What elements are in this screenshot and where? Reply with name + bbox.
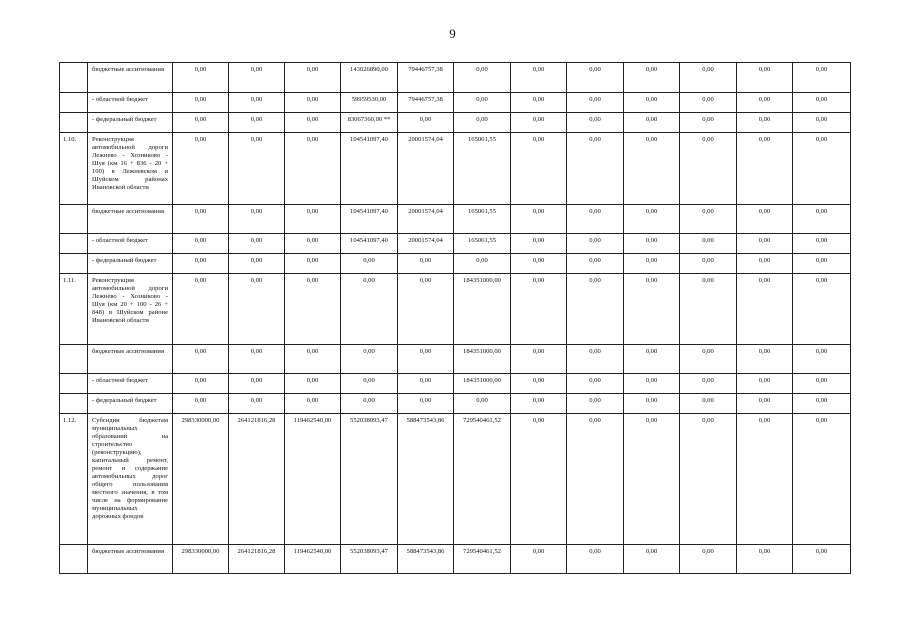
amount-cell: 0,00 (567, 113, 624, 133)
amount-cell: 0,00 (229, 133, 285, 205)
amount-cell: 0,00 (793, 93, 851, 113)
amount-cell: 0,00 (793, 205, 851, 234)
amount-cell: 0,00 (624, 234, 680, 254)
item-name-cell: Реконструкция автомобильной дороги Лежнево - Хозниково - Шуя (км 16 + 836 - 20 + 100) в Лежневском и Шуйском районах Ивановской области (88, 133, 173, 205)
amount-cell: 0,00 (454, 394, 511, 414)
amount-cell: 0,00 (285, 93, 341, 113)
amount-cell: 0,00 (285, 113, 341, 133)
amount-cell: 0,00 (567, 205, 624, 234)
row-number-cell: 1.11. (60, 274, 88, 345)
item-name-cell: Субсидии бюджетам муниципальных образований на строительство (реконструкцию), капитальный ремонт, ремонт и содержание автомобильных дорог общего пользования местного значения, в том числе на формирование муниципальных дорожных фондов (88, 414, 173, 545)
table-row (60, 374, 851, 394)
item-name-cell: бюджетные ассигнования (88, 345, 173, 374)
amount-cell: 729540461,52 (454, 414, 511, 545)
row-number-cell (60, 205, 88, 234)
table-row (60, 93, 851, 113)
table-row (60, 274, 851, 345)
amount-cell: 165061,55 (454, 205, 511, 234)
amount-cell: 0,00 (511, 394, 567, 414)
amount-cell: 0,00 (285, 345, 341, 374)
amount-cell: 0,00 (454, 93, 511, 113)
amount-cell: 0,00 (567, 274, 624, 345)
amount-cell: 0,00 (567, 545, 624, 574)
amount-cell: 0,00 (793, 254, 851, 274)
amount-cell: 0,00 (624, 394, 680, 414)
table-row (60, 345, 851, 374)
amount-cell: 0,00 (793, 113, 851, 133)
amount-cell: 0,00 (793, 394, 851, 414)
amount-cell: 264121816,28 (229, 414, 285, 545)
amount-cell: 0,00 (398, 374, 454, 394)
amount-cell: 0,00 (173, 93, 229, 113)
row-number-cell (60, 545, 88, 574)
amount-cell: 0,00 (737, 234, 793, 254)
amount-cell: 0,00 (737, 254, 793, 274)
amount-cell: 0,00 (567, 93, 624, 113)
amount-cell: 0,00 (624, 205, 680, 234)
amount-cell: 0,00 (511, 345, 567, 374)
amount-cell: 0,00 (737, 133, 793, 205)
amount-cell: 0,00 (229, 63, 285, 93)
amount-cell: 0,00 (173, 133, 229, 205)
amount-cell: 588473543,86 (398, 545, 454, 574)
row-number-cell (60, 93, 88, 113)
amount-cell: 0,00 (511, 63, 567, 93)
amount-cell: 0,00 (624, 374, 680, 394)
amount-cell: 104541097,40 (341, 133, 398, 205)
amount-cell: 0,00 (737, 113, 793, 133)
amount-cell: 0,00 (567, 63, 624, 93)
amount-cell: 0,00 (567, 345, 624, 374)
amount-cell: 0,00 (341, 345, 398, 374)
table-row (60, 63, 851, 93)
amount-cell: 0,00 (229, 254, 285, 274)
amount-cell: 165061,55 (454, 133, 511, 205)
amount-cell: 0,00 (398, 394, 454, 414)
amount-cell: 0,00 (511, 274, 567, 345)
amount-cell: 0,00 (624, 93, 680, 113)
amount-cell: 0,00 (398, 254, 454, 274)
row-number-cell (60, 234, 88, 254)
amount-cell: 0,00 (680, 63, 737, 93)
amount-cell: 552038093,47 (341, 414, 398, 545)
amount-cell: 0,00 (285, 254, 341, 274)
amount-cell: 20001574,04 (398, 205, 454, 234)
amount-cell: 79446757,38 (398, 93, 454, 113)
amount-cell: 0,00 (454, 113, 511, 133)
amount-cell: 0,00 (454, 63, 511, 93)
amount-cell: 0,00 (624, 274, 680, 345)
amount-cell: 0,00 (737, 274, 793, 345)
item-name-cell: Реконструкция автомобильной дороги Лежнево - Хозниково - Шуя (км 20 + 100 - 26 + 848) в Шуйском районе Ивановской области (88, 274, 173, 345)
amount-cell: 0,00 (173, 63, 229, 93)
item-name-cell: бюджетные ассигнования (88, 545, 173, 574)
amount-cell: 0,00 (173, 274, 229, 345)
amount-cell: 0,00 (511, 93, 567, 113)
amount-cell: 0,00 (229, 234, 285, 254)
item-name-cell: - федеральный бюджет (88, 394, 173, 414)
amount-cell: 0,00 (680, 254, 737, 274)
amount-cell: 0,00 (680, 394, 737, 414)
amount-cell: 0,00 (511, 374, 567, 394)
amount-cell: 0,00 (398, 274, 454, 345)
amount-cell: 0,00 (567, 414, 624, 545)
item-name-cell: - федеральный бюджет (88, 113, 173, 133)
amount-cell: 0,00 (341, 394, 398, 414)
amount-cell: 0,00 (624, 545, 680, 574)
amount-cell: 0,00 (229, 394, 285, 414)
page-number: 9 (449, 26, 456, 41)
table-row (60, 414, 851, 545)
item-name-cell: - областной бюджет (88, 234, 173, 254)
amount-cell: 0,00 (285, 234, 341, 254)
amount-cell: 0,00 (285, 274, 341, 345)
amount-cell: 0,00 (511, 234, 567, 254)
amount-cell: 0,00 (173, 254, 229, 274)
table-row (60, 113, 851, 133)
amount-cell: 0,00 (680, 205, 737, 234)
amount-cell: 0,00 (793, 414, 851, 545)
amount-cell: 0,00 (567, 234, 624, 254)
amount-cell: 83067360,00 ** (341, 113, 398, 133)
amount-cell: 0,00 (511, 205, 567, 234)
amount-cell: 0,00 (341, 254, 398, 274)
amount-cell: 0,00 (737, 545, 793, 574)
table-row (60, 394, 851, 414)
amount-cell: 729540461,52 (454, 545, 511, 574)
amount-cell: 0,00 (737, 93, 793, 113)
row-number-cell: 1.12. (60, 414, 88, 545)
amount-cell: 0,00 (341, 274, 398, 345)
item-name-cell: - областной бюджет (88, 93, 173, 113)
amount-cell: 104541097,40 (341, 234, 398, 254)
amount-cell: 0,00 (173, 345, 229, 374)
row-number-cell (60, 63, 88, 93)
amount-cell: 0,00 (624, 414, 680, 545)
amount-cell: 0,00 (229, 345, 285, 374)
amount-cell: 0,00 (680, 234, 737, 254)
amount-cell: 0,00 (680, 274, 737, 345)
row-number-cell: 1.10. (60, 133, 88, 205)
amount-cell: 0,00 (285, 63, 341, 93)
amount-cell: 0,00 (793, 345, 851, 374)
row-number-cell (60, 254, 88, 274)
amount-cell: 0,00 (511, 414, 567, 545)
amount-cell: 0,00 (680, 345, 737, 374)
amount-cell: 119462540,00 (285, 414, 341, 545)
amount-cell: 0,00 (737, 394, 793, 414)
amount-cell: 0,00 (285, 374, 341, 394)
amount-cell: 59959530,00 (341, 93, 398, 113)
amount-cell: 0,00 (793, 63, 851, 93)
amount-cell: 0,00 (737, 414, 793, 545)
amount-cell: 79446757,38 (398, 63, 454, 93)
amount-cell: 165061,55 (454, 234, 511, 254)
amount-cell: 143026890,00 (341, 63, 398, 93)
row-number-cell (60, 345, 88, 374)
amount-cell: 184351000,00 (454, 274, 511, 345)
amount-cell: 0,00 (285, 394, 341, 414)
amount-cell: 20001574,04 (398, 234, 454, 254)
table-row (60, 545, 851, 574)
row-number-cell (60, 394, 88, 414)
amount-cell: 0,00 (229, 113, 285, 133)
table-row (60, 234, 851, 254)
amount-cell: 0,00 (567, 374, 624, 394)
amount-cell: 0,00 (680, 374, 737, 394)
amount-cell: 0,00 (285, 133, 341, 205)
amount-cell: 0,00 (173, 113, 229, 133)
amount-cell: 0,00 (511, 545, 567, 574)
amount-cell: 0,00 (793, 545, 851, 574)
amount-cell: 0,00 (793, 274, 851, 345)
amount-cell: 0,00 (624, 63, 680, 93)
amount-cell: 0,00 (737, 205, 793, 234)
row-number-cell (60, 374, 88, 394)
amount-cell: 184351000,00 (454, 374, 511, 394)
amount-cell: 0,00 (567, 254, 624, 274)
amount-cell: 20001574,04 (398, 133, 454, 205)
budget-table (59, 62, 851, 574)
item-name-cell: бюджетные ассигнования (88, 205, 173, 234)
table-row (60, 205, 851, 234)
amount-cell: 0,00 (229, 374, 285, 394)
amount-cell: 0,00 (398, 345, 454, 374)
amount-cell: 0,00 (173, 234, 229, 254)
amount-cell: 0,00 (511, 133, 567, 205)
amount-cell: 0,00 (624, 254, 680, 274)
amount-cell: 0,00 (454, 254, 511, 274)
amount-cell: 0,00 (229, 274, 285, 345)
item-name-cell: бюджетные ассигнования (88, 63, 173, 93)
amount-cell: 0,00 (398, 113, 454, 133)
amount-cell: 0,00 (511, 113, 567, 133)
amount-cell: 0,00 (624, 133, 680, 205)
amount-cell: 0,00 (793, 374, 851, 394)
amount-cell: 0,00 (173, 374, 229, 394)
amount-cell: 552038093,47 (341, 545, 398, 574)
amount-cell: 0,00 (624, 345, 680, 374)
amount-cell: 298330000,00 (173, 414, 229, 545)
amount-cell: 0,00 (737, 63, 793, 93)
amount-cell: 0,00 (511, 254, 567, 274)
amount-cell: 0,00 (567, 394, 624, 414)
amount-cell: 0,00 (229, 205, 285, 234)
amount-cell: 0,00 (173, 205, 229, 234)
amount-cell: 0,00 (680, 93, 737, 113)
amount-cell: 0,00 (680, 414, 737, 545)
item-name-cell: - федеральный бюджет (88, 254, 173, 274)
amount-cell: 119462540,00 (285, 545, 341, 574)
amount-cell: 0,00 (567, 133, 624, 205)
amount-cell: 104541097,40 (341, 205, 398, 234)
amount-cell: 264121816,28 (229, 545, 285, 574)
amount-cell: 0,00 (173, 394, 229, 414)
amount-cell: 0,00 (680, 545, 737, 574)
amount-cell: 588473543,86 (398, 414, 454, 545)
amount-cell: 0,00 (341, 374, 398, 394)
amount-cell: 0,00 (680, 113, 737, 133)
amount-cell: 0,00 (229, 93, 285, 113)
amount-cell: 0,00 (285, 205, 341, 234)
amount-cell: 0,00 (793, 234, 851, 254)
amount-cell: 0,00 (737, 374, 793, 394)
row-number-cell (60, 113, 88, 133)
table-row (60, 254, 851, 274)
table-row (60, 133, 851, 205)
amount-cell: 0,00 (793, 133, 851, 205)
amount-cell: 298330000,00 (173, 545, 229, 574)
amount-cell: 0,00 (624, 113, 680, 133)
item-name-cell: - областной бюджет (88, 374, 173, 394)
amount-cell: 184351000,00 (454, 345, 511, 374)
amount-cell: 0,00 (680, 133, 737, 205)
amount-cell: 0,00 (737, 345, 793, 374)
